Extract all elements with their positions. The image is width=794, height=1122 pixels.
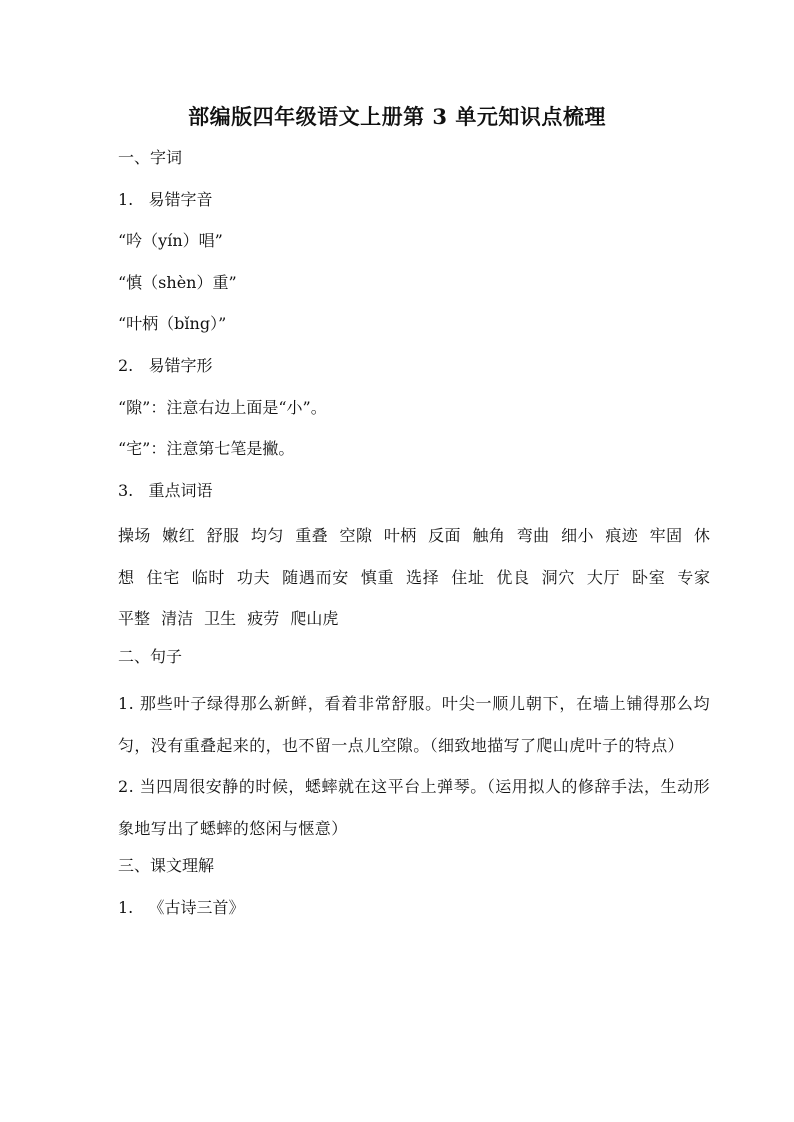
pronunciation-item: “叶柄（bǐng）” xyxy=(118,314,227,334)
key-words-list xyxy=(118,515,710,640)
section-heading-sentences: 二、句子 xyxy=(118,646,183,666)
section-heading-words: 一、字词 xyxy=(118,148,183,167)
subheading-character-form: 2. 易错字形 xyxy=(118,355,213,375)
document-body xyxy=(118,143,710,935)
section-heading-text-understanding: 三、课文理解 xyxy=(118,856,215,876)
subheading-ancient-poems: 1. 《古诗三首》 xyxy=(118,898,245,918)
sentence-item: 1. 那些叶子绿得那么新鲜，看着非常舒服。叶尖一顺儿朝下，在墙上铺得那么均匀，没有重叠起来的，也不留一点儿空隙。（细致地描写了爬山虎叶子的特点） xyxy=(118,694,710,755)
character-form-item: “宅”：注意第七笔是撇。 xyxy=(118,439,295,459)
subheading-pronunciation: 1. 易错字音 xyxy=(118,189,213,209)
pronunciation-item: “吟（yín）唱” xyxy=(118,231,223,251)
document-title: 部编版四年级语文上册第 3 单元知识点梳理 xyxy=(188,104,606,129)
character-form-item: “隙”：注意右边上面是“小”。 xyxy=(118,397,327,417)
subheading-key-words: 3. 重点词语 xyxy=(118,480,213,500)
sentence-item: 2. 当四周很安静的时候，蟋蟀就在这平台上弹琴。（运用拟人的修辞手法，生动形象地写出了蟋蟀的悠闲与惬意） xyxy=(118,777,710,838)
pronunciation-item: “慎（shèn）重” xyxy=(118,272,237,292)
key-words-text: 操场 嫩红 舒服 均匀 重叠 空隙 叶柄 反面 触角 弯曲 细小 痕迹 牢固 休想 住宅 临时 功夫 随遇而安 慎重 选择 住址 优良 洞穴 大厅 卧室 专家 平整 清洁 卫生 疲劳 爬山虎 xyxy=(118,526,710,629)
